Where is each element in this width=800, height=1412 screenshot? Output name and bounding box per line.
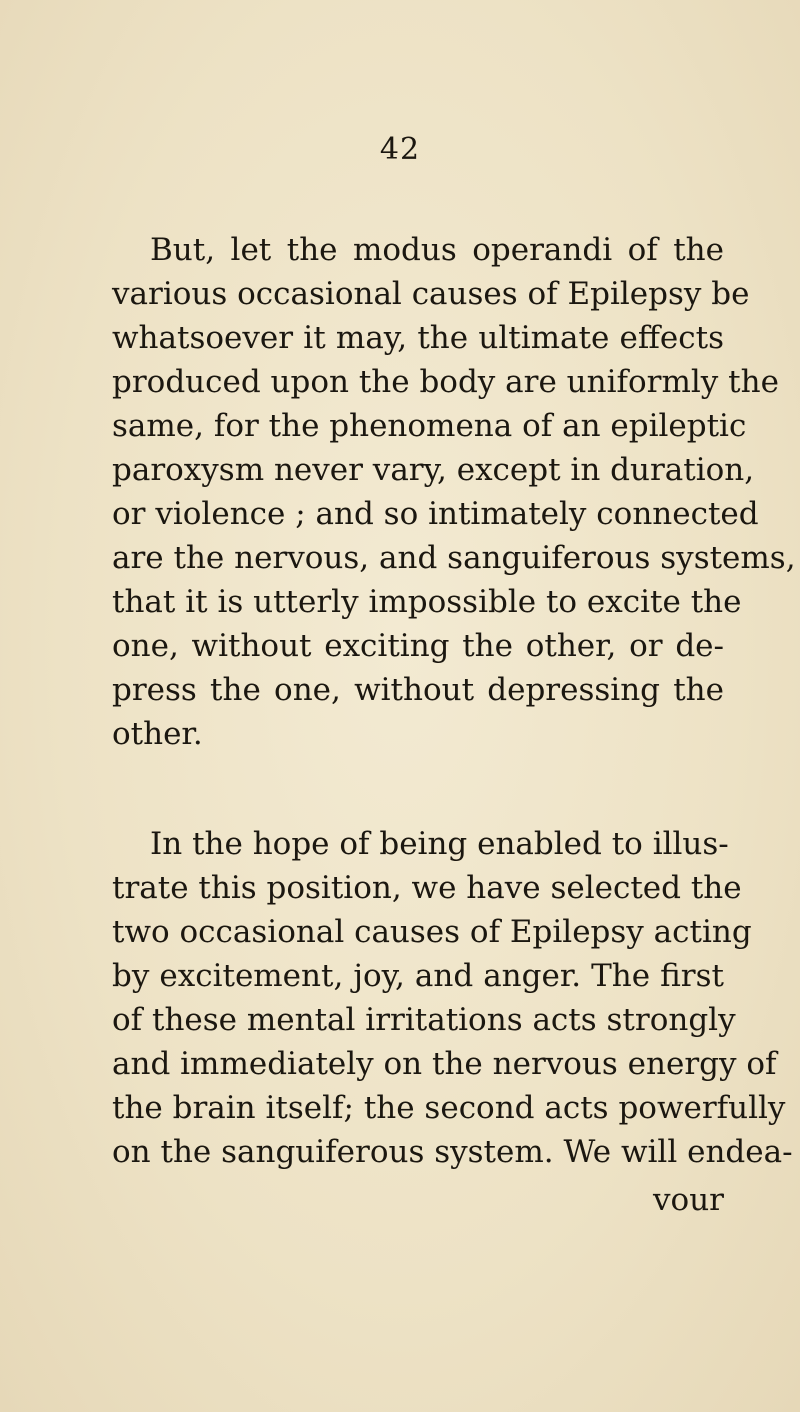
text-line: produced upon the body are uniformly the — [112, 364, 779, 400]
catchword: vour — [653, 1182, 724, 1218]
text-line: and immediately on the nervous energy of — [112, 1046, 777, 1082]
text-line: are the nervous, and sanguiferous systems, — [112, 540, 796, 576]
text-line: the brain itself; the second acts powerfully — [112, 1090, 786, 1126]
text-line: of these mental irritations acts strongly — [112, 1002, 736, 1038]
text-line: one, without exciting the other, or de- — [112, 628, 724, 664]
text-line: whatsoever it may, the ultimate effects — [112, 320, 724, 356]
text-line: But, let the modus operandi of the — [150, 232, 724, 268]
text-line: on the sanguiferous system. We will endea- — [112, 1134, 793, 1170]
text-line: various occasional causes of Epilepsy be — [112, 276, 750, 312]
text-line: two occasional causes of Epilepsy acting — [112, 914, 752, 950]
text-line: that it is utterly impossible to excite the — [112, 584, 742, 620]
text-line: In the hope of being enabled to illus- — [150, 826, 729, 862]
text-line: or violence ; and so intimately connected — [112, 496, 759, 532]
text-line: by excitement, joy, and anger. The first — [112, 958, 724, 994]
text-line: same, for the phenomena of an epileptic — [112, 408, 747, 444]
page-number: 42 — [379, 132, 421, 167]
text-line: press the one, without depressing the — [112, 672, 724, 708]
text-line: paroxysm never vary, except in duration, — [112, 452, 755, 488]
text-line: other. — [112, 716, 203, 752]
text-line: trate this position, we have selected the — [112, 870, 742, 906]
